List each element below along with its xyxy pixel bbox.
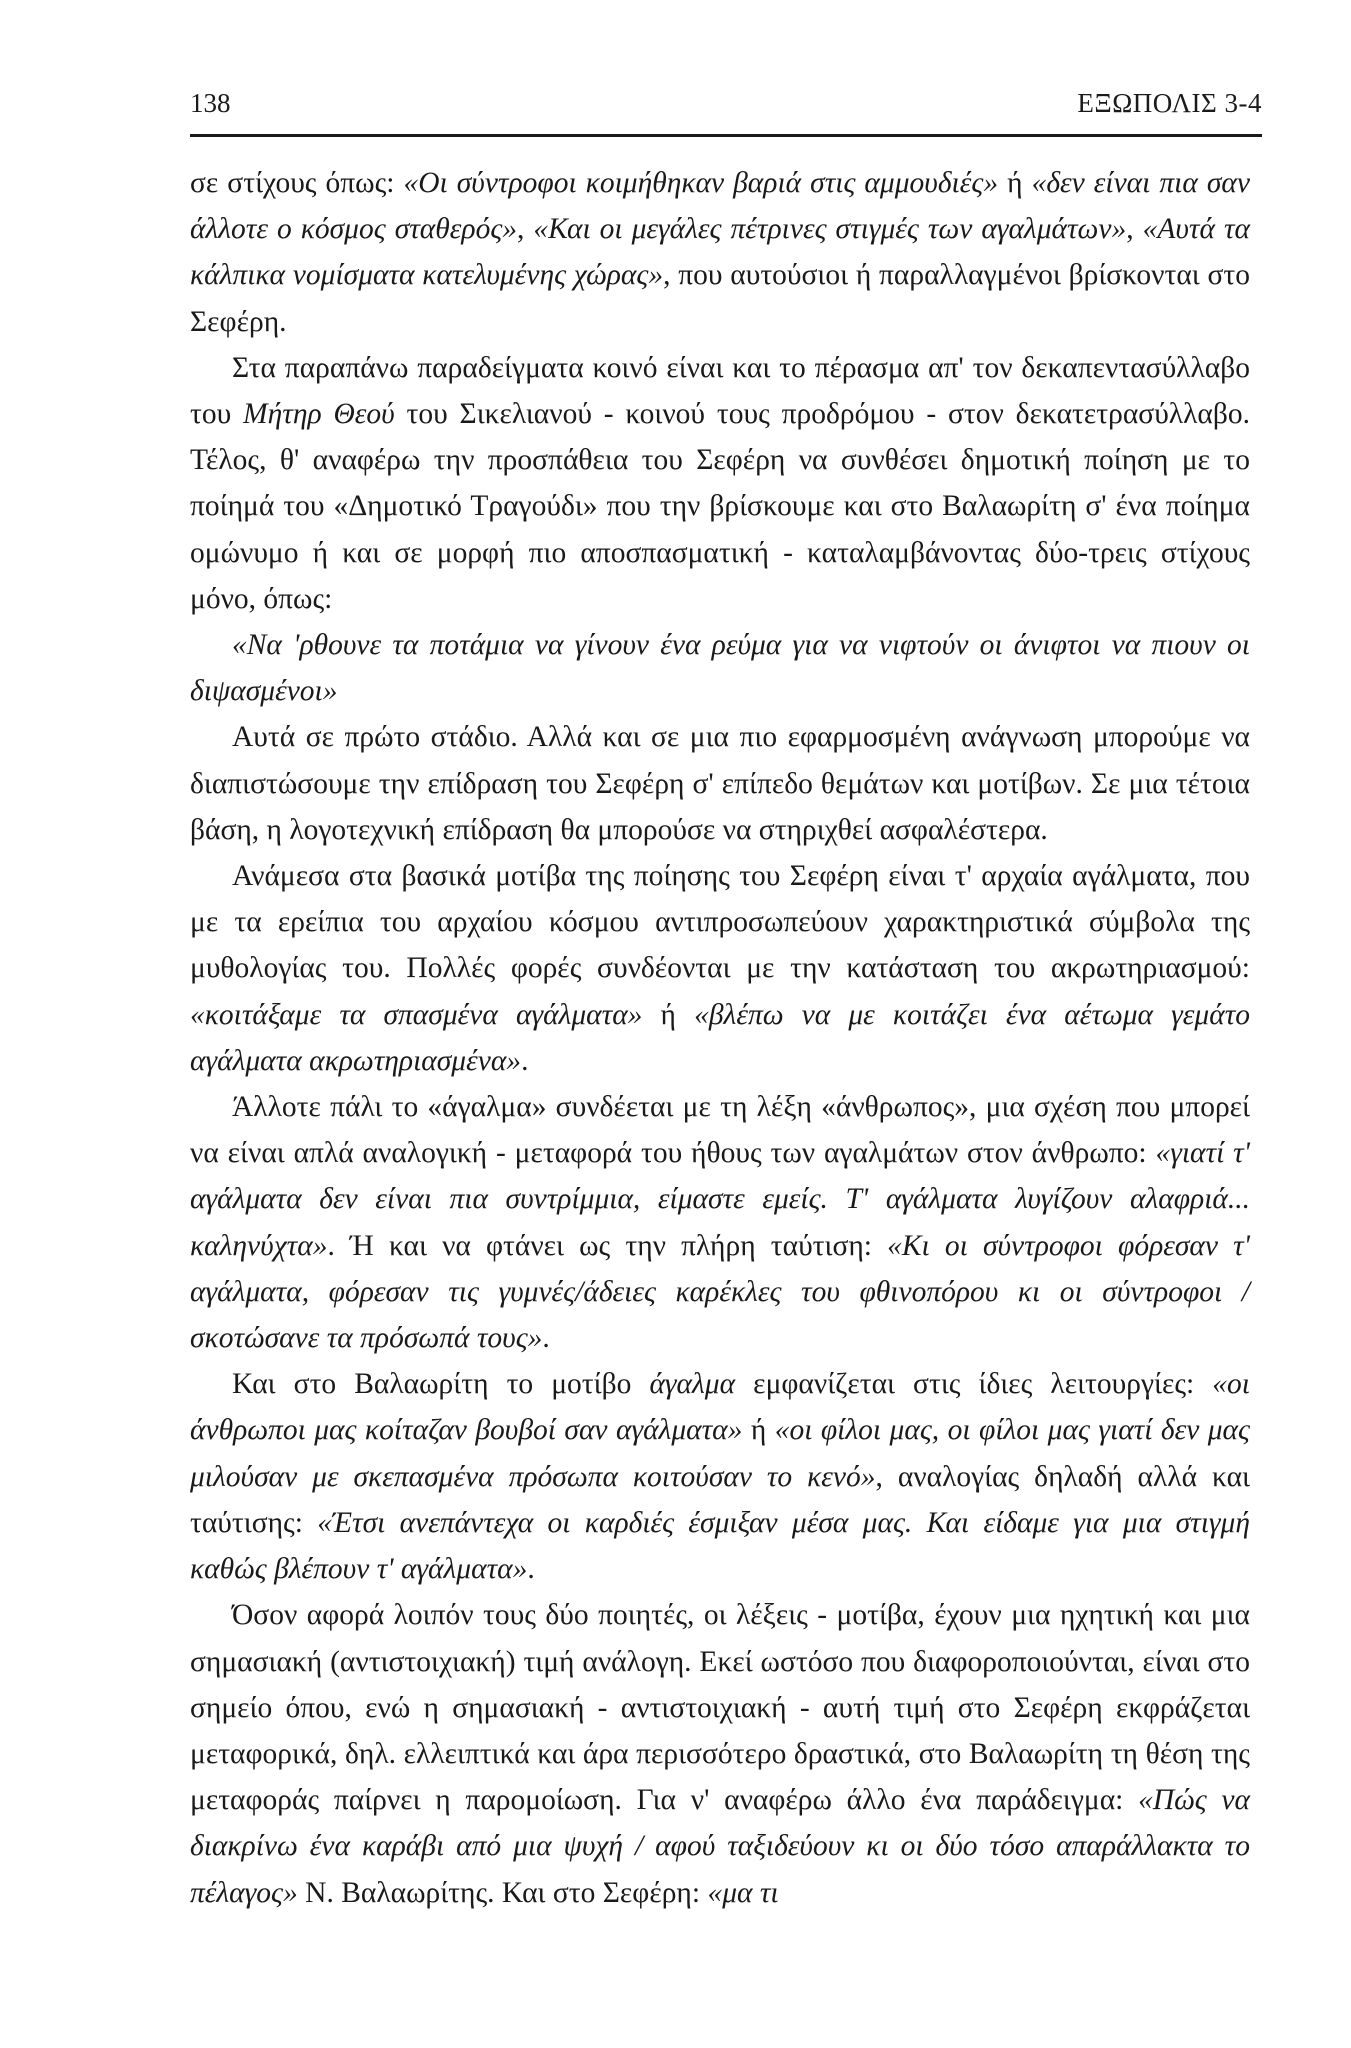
block-quote [190,622,1250,714]
running-head: ΕΞΩΠΟΛΙΣ 3-4 [1077,88,1262,118]
paragraph [190,160,1250,345]
text-run: Όσον αφορά λοιπόν τους δύο ποιητές, οι λέξεις - μοτίβα, έχουν μια ηχητική και μια σημασιακή (αντιστοιχιακή) τιμή ανάλογη. Εκεί ωστόσο που διαφοροποιούνται, είναι στο σημείο όπου, ενώ η σημασιακή - αντιστοιχιακή - αυτή τιμή στο Σεφέρη εκφράζεται μεταφορικά, δηλ. ελλειπτικά και άρα περισσότερο δραστικά, στο Βαλαωρίτη τη θέση της μεταφοράς παίρνει η παρομοίωση. Για ν' αναφέρω άλλο ένα παράδειγμα: [190,1599,1250,1817]
text-run: ή [742,1414,775,1447]
text-run: Και στο Βαλαωρίτη το μοτίβο [232,1368,650,1401]
quoted-verse: «Έτσι ανεπάντεχα οι καρδιές έσμιξαν μέσα μας. Και είδαμε για μια στιγμή καθώς βλέπουν τ' αγάλματα» [190,1506,1250,1586]
text-run: Ανάμεσα στα βασικά μοτίβα της ποίησης του Σεφέρη είναι τ' αρχαία αγάλματα, που με τα ερείπια του αρχαίου κόσμου αντιπροσωπεύουν χαρακτηριστικά σύμβολα της μυθολογίας του. Πολλές φορές συνδέονται με την κατάσταση του ακρωτηριασμού: [190,860,1250,985]
quoted-verse: «Οι σύντροφοι κοιμήθηκαν βαριά στις αμμουδιές» [403,167,999,199]
quoted-verse: «μα τι [707,1876,779,1909]
quoted-verse: «Πώς να διακρίνω ένα καράβι από μια ψυχή / αφού ταξιδεύουν κι οι δύο τόσο απαράλλακτα το πέλαγος» [190,1784,1251,1909]
quoted-verse: Μήτηρ Θεού [243,398,395,431]
text-run: σε στίχους όπως: [190,167,404,199]
text-run: Στα παραπάνω παραδείγματα κοινό είναι και το πέρασμα απ' τον δεκαπεντασύλλαβο του [190,351,1250,431]
paragraph [190,714,1250,853]
quoted-verse: «γιατί τ' αγάλματα δεν είναι πια συντρίμμια, είμαστε εμείς. Τ' αγάλματα λυγίζουν αλαφριά... καληνύχτα» [190,1137,1250,1262]
text-run: Άλλοτε πάλι το «άγαλμα» συνδέεται με τη λέξη «άνθρωπος», μια σχέση που μπορεί να είναι απλά αναλογική - μεταφορά του ήθους των αγαλμάτων στον άνθρωπο: [190,1091,1250,1170]
body-text [190,160,1250,1916]
page-header [190,88,1262,128]
quoted-verse: «οι άνθρωποι μας κοίταζαν βουβοί σαν αγάλματα» [190,1368,1250,1447]
text-run: εμφανίζεται στις ίδιες λειτουργίες: [735,1368,1213,1401]
text-run: Αυτά σε πρώτο στάδιο. Αλλά και σε μια πιο εφαρμοσμένη ανάγνωση μπορούμε να διαπιστώσουμε την επίδραση του Σεφέρη σ' επίπεδο θεμάτων και μοτίβων. Σε μια τέτοια βάση, η λογοτεχνική επίδραση θα μπορούσε να στηριχθεί ασφαλέστερα. [190,721,1250,846]
text-run: Ν. Βαλαωρίτης. Και στο Σεφέρη: [297,1876,708,1909]
text-run: ή [642,998,695,1031]
text-run: . [521,1044,529,1077]
header-rule [190,134,1262,137]
quoted-verse: «οι φίλοι μας, οι φίλοι μας γιατί δεν μας μιλούσαν με σκεπασμένα πρόσωπα κοιτούσαν το κενό» [190,1414,1250,1493]
text-run: . [527,1553,535,1586]
text-run: . [542,1322,550,1355]
quoted-verse: άγαλμα [649,1368,736,1401]
paragraph [190,1084,1250,1361]
quoted-verse: «Και οι μεγάλες πέτρινες στιγμές των αγαλμάτων» [533,213,1127,246]
text-run: ή [998,167,1032,199]
paragraph [190,1361,1250,1592]
text-run: , που αυτούσιοι ή παραλλαγμένοι βρίσκονται στο Σεφέρη. [190,259,1250,338]
quoted-verse: «Αυτά τα κάλπικα νομίσματα κατελυμένης χώρας» [190,213,1251,292]
quoted-verse: «Να 'ρθουνε τα ποτάμια να γίνουν ένα ρεύμα για να νιφτούν οι άνιφτοι να πιουν οι διψασμένοι» [190,629,1250,708]
paragraph [190,1592,1250,1915]
text-run: , αναλογίας δηλαδή αλλά και ταύτισης: [190,1460,1250,1539]
quoted-verse: «κοιτάξαμε τα σπασμένα αγάλματα» [190,998,643,1031]
text-run: , [517,213,534,246]
text-run: , [1126,213,1143,246]
paragraph [190,853,1250,1084]
quoted-verse: «Κι οι σύντροφοι φόρεσαν τ' αγάλματα, φόρεσαν τις γυμνές/άδειες καρέκλες του φθινοπόρου κι οι σύντροφοι / σκοτώσανε τα πρόσωπά τους» [190,1229,1250,1355]
quoted-verse: «βλέπω να με κοιτάζει ένα αέτωμα γεμάτο αγάλματα ακρωτηριασμένα» [190,998,1251,1077]
text-run: . Ή και να φτάνει ως την πλήρη ταύτιση: [327,1229,888,1262]
paragraph [190,345,1250,622]
page-number: 138 [190,88,231,118]
quoted-verse: «δεν είναι πια σαν άλλοτε ο κόσμος σταθερός» [190,167,1250,246]
text-run: του Σικελιανού - κοινού τους προδρόμου - στον δεκατετρασύλλαβο. Τέλος, θ' αναφέρω την προσπάθεια του Σεφέρη να συνθέσει δημοτική ποίηση με το ποίημά του «Δημοτικό Τραγούδι» που την βρίσκουμε και στο Βαλαωρίτη σ' ένα ποίημα ομώνυμο ή και σε μορφή πιο αποσπασματική - καταλαμβάνοντας δύο-τρεις στίχους μόνο, όπως: [190,398,1250,615]
